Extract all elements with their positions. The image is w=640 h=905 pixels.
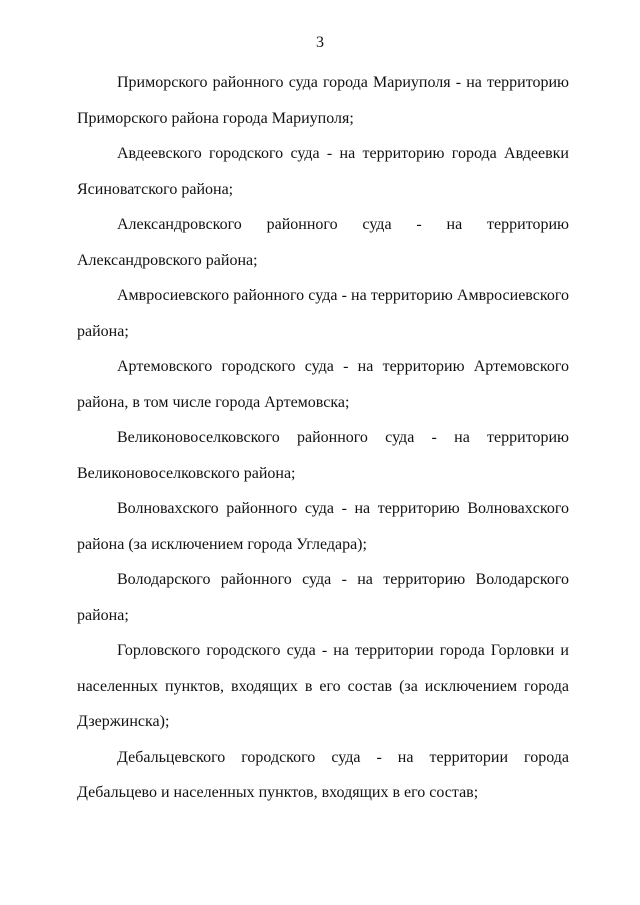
paragraph-debaltsevo-court: Дебальцевского городского суда - на территории города Дебальцево и населенных пунктов, входящих в его состав; bbox=[77, 748, 569, 801]
paragraph-volnovakha-court: Волноваxского районного суда - на территорию Волноваxского района (за исключением города Угледара); bbox=[77, 500, 569, 553]
paragraph-artemovsk-court: Артемовского городского суда - на территорию Артемовского района, в том числе города Артемовска; bbox=[77, 358, 569, 411]
paragraph-aleksandrovka-court: Александровского районного суда - на территорию Александровского района; bbox=[77, 216, 569, 269]
paragraph-velikonovoselkovka-court: Великоновоселковского районного суда - на территорию Великоновоселковского района; bbox=[77, 429, 569, 482]
paragraph-gorlovka-court: Горловского городского суда - на территории города Горловки и населенных пунктов, входящих в его состав (за исключением города Дзержинска); bbox=[77, 642, 569, 730]
paragraph-primorsky-court: Приморского районного суда города Мариуполя - на территорию Приморского района города Мариуполя; bbox=[77, 74, 569, 127]
paragraph-amvrosievka-court: Амвросиевского районного суда - на территорию Амвросиевского района; bbox=[77, 287, 569, 340]
page-number: 3 bbox=[316, 34, 324, 51]
paragraph-volodarsky-court: Володарского районного суда - на территорию Володарского района; bbox=[77, 571, 569, 624]
document-body bbox=[77, 65, 569, 811]
paragraph-avdeevka-court: Авдеевского городского суда - на территорию города Авдеевки Ясиноватского района; bbox=[77, 145, 569, 198]
